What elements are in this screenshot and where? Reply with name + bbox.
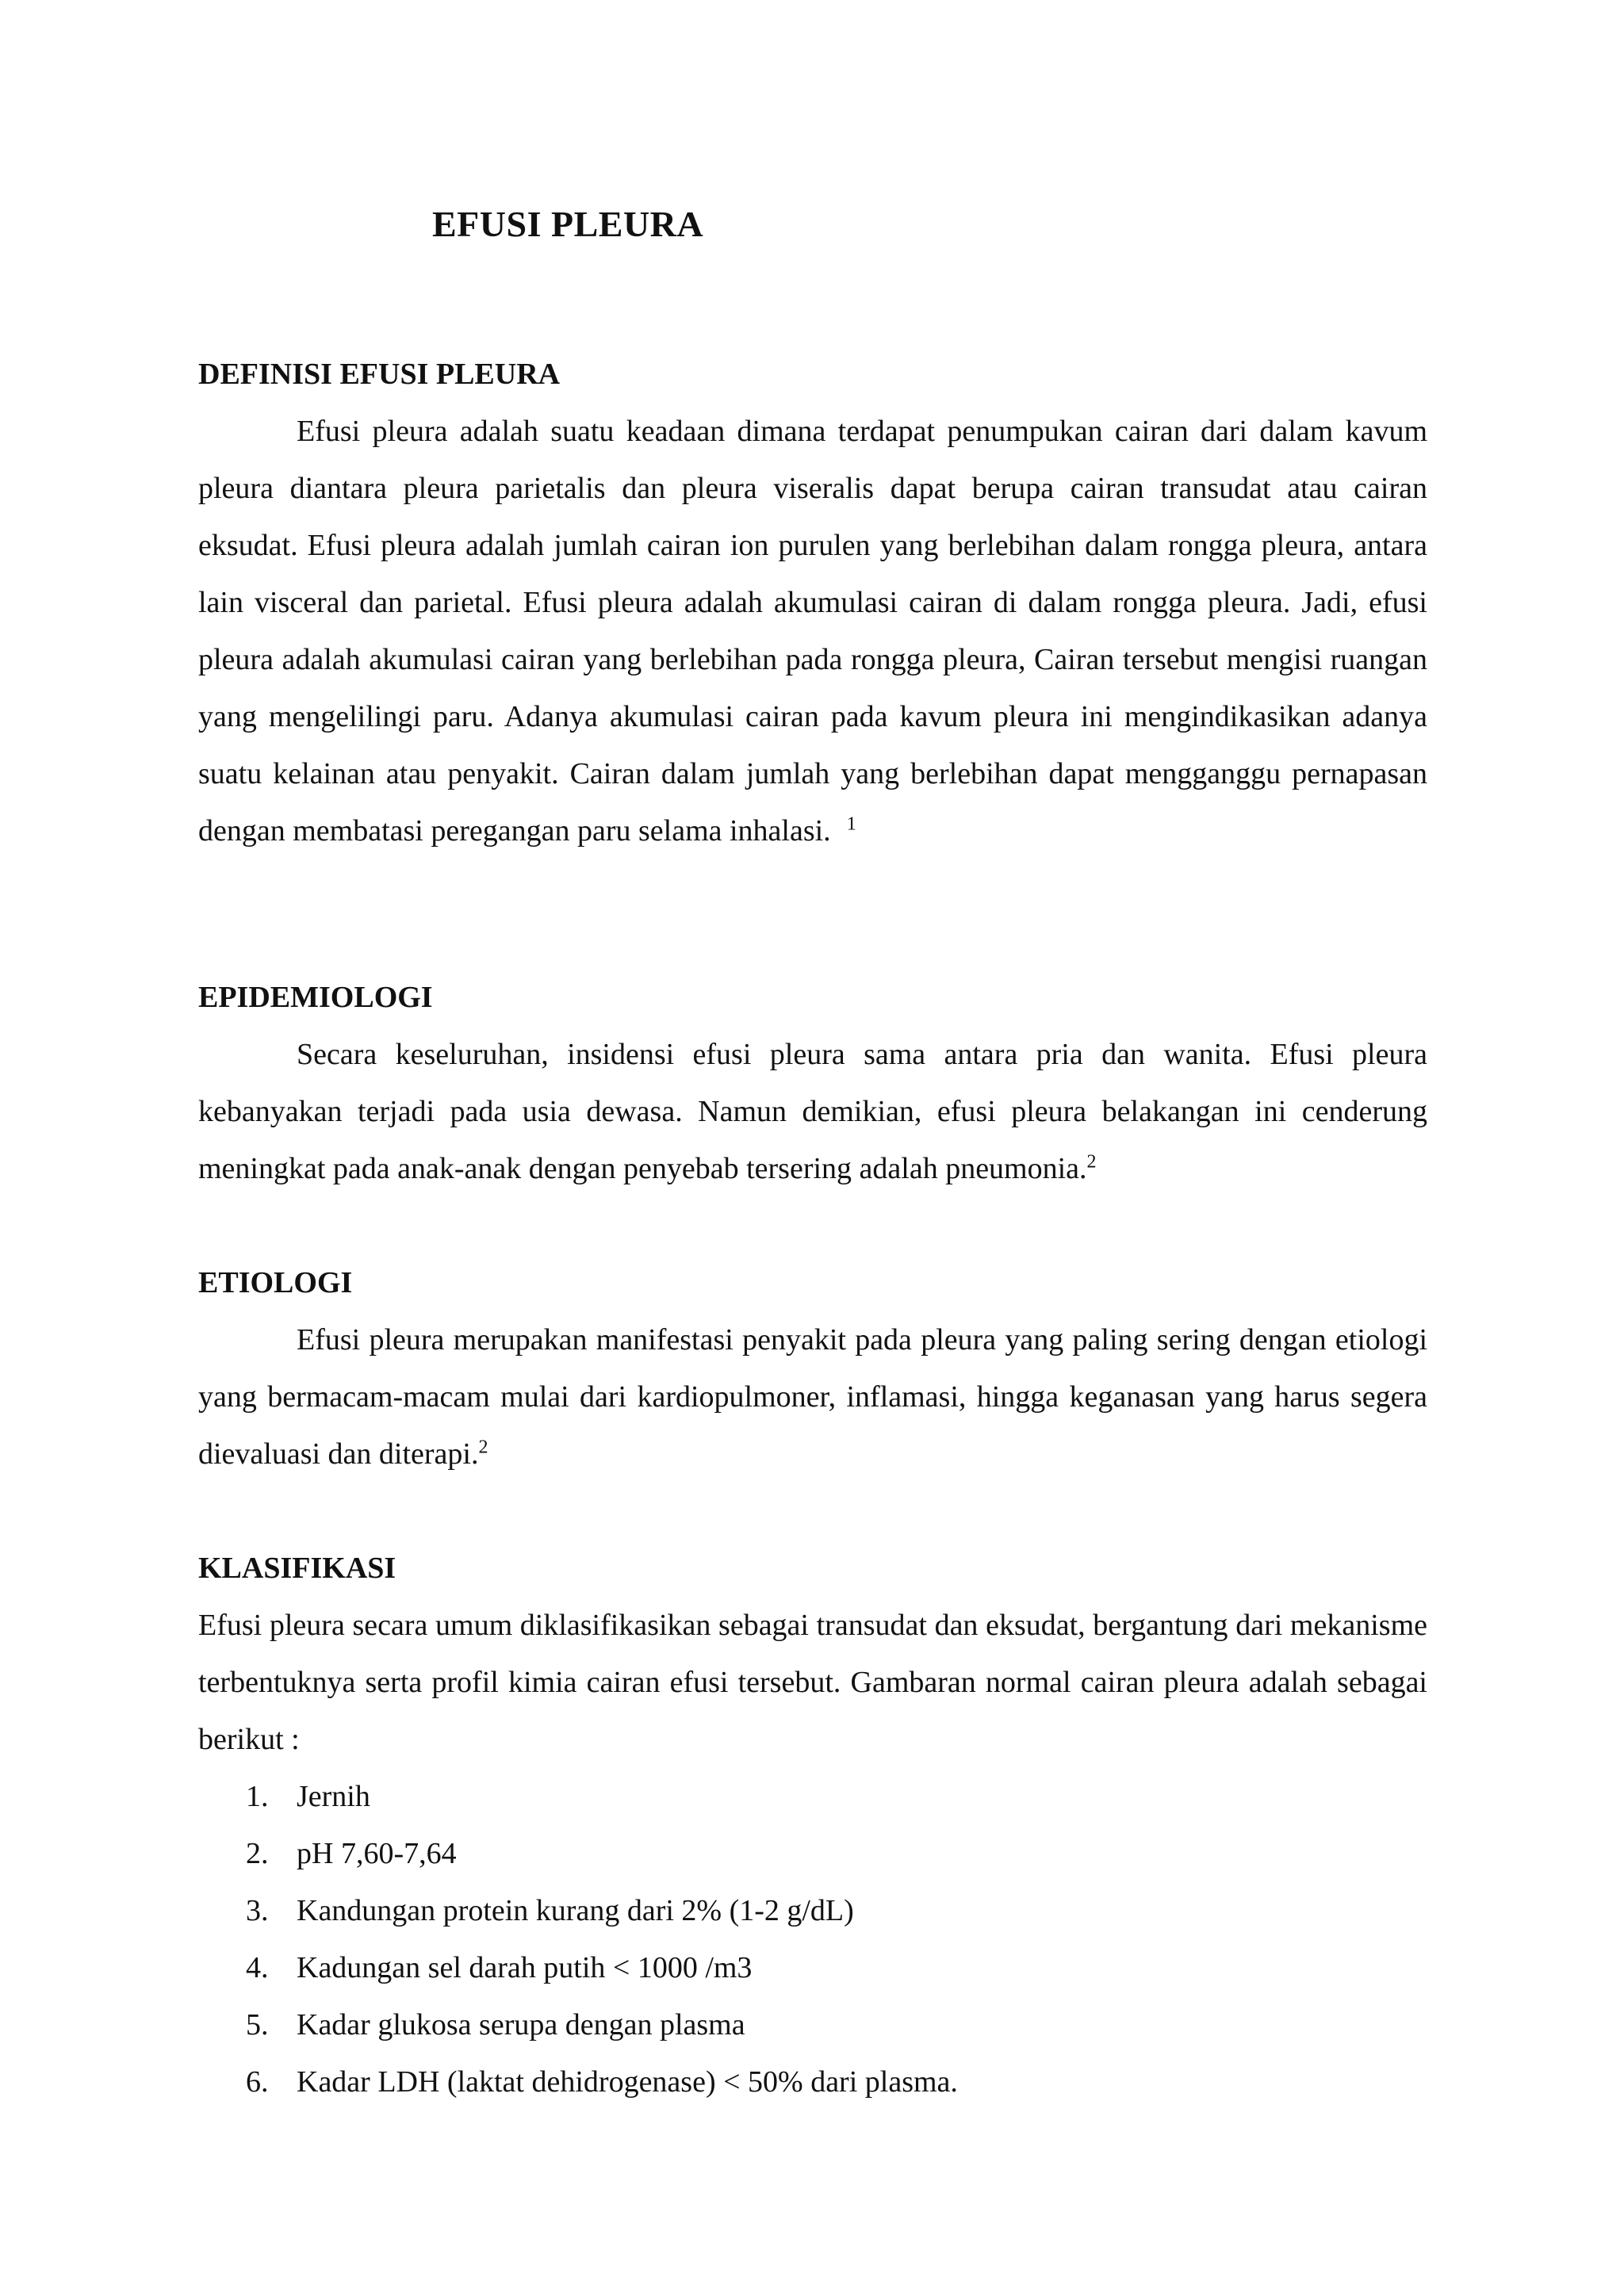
paragraph-definisi — [198, 403, 1427, 859]
section-klasifikasi — [198, 1540, 1427, 2110]
section-heading-etiologi: ETIOLOGI — [198, 1266, 353, 1299]
list-item-number: 6. — [246, 2065, 269, 2099]
list-item-text: Kadar LDH (laktat dehidrogenase) < 50% dari plasma. — [297, 2065, 958, 2099]
list-item-number: 3. — [246, 1894, 269, 1927]
list-item-number: 1. — [246, 1780, 269, 1813]
paragraph-epidemiologi — [198, 1026, 1427, 1197]
reference-marker: 1 — [846, 813, 856, 835]
document-page — [198, 0, 1427, 2296]
normal-pleura-fluid-list — [198, 1768, 1427, 2110]
section-definisi — [198, 346, 1427, 859]
document-title: EFUSI PLEURA — [432, 204, 704, 244]
section-epidemiologi — [198, 969, 1427, 1197]
list-item-text: Jernih — [297, 1780, 370, 1813]
section-heading-klasifikasi: KLASIFIKASI — [198, 1552, 396, 1585]
paragraph-klasifikasi: Efusi pleura secara umum diklasifikasikan sebagai transudat dan eksudat, bergantung dari mekanisme terbentuknya serta profil kimia cairan efusi tersebut. Gambaran normal cairan pleura adalah sebagai berikut : — [198, 1609, 1427, 1756]
list-item — [198, 1882, 1427, 1939]
paragraph-epidemiologi-text: Secara keseluruhan, insidensi efusi pleura sama antara pria dan wanita. Efusi pleura kebanyakan terjadi pada usia dewasa. Namun demikian, efusi pleura belakangan ini cenderung meningkat pada anak-anak dengan penyebab tersering adalah pneumonia. — [198, 1038, 1427, 1185]
list-item-text: Kadungan sel darah putih < 1000 /m3 — [297, 1951, 753, 1984]
list-item-number: 2. — [246, 1837, 269, 1870]
list-item — [198, 1996, 1427, 2053]
paragraph-etiologi — [198, 1311, 1427, 1483]
list-item-number: 4. — [246, 1951, 269, 1984]
list-item — [198, 2053, 1427, 2110]
section-etiologi — [198, 1254, 1427, 1483]
list-item — [198, 1939, 1427, 1996]
paragraph-etiologi-text: Efusi pleura merupakan manifestasi penyakit pada pleura yang paling sering dengan etiologi yang bermacam-macam mulai dari kardiopulmoner, inflamasi, hingga keganasan yang harus segera dievaluasi dan diterapi. — [198, 1323, 1427, 1471]
list-item-text: pH 7,60-7,64 — [297, 1837, 457, 1870]
section-heading-epidemiologi: EPIDEMIOLOGI — [198, 981, 433, 1014]
list-item-text: Kadar glukosa serupa dengan plasma — [297, 2008, 745, 2042]
list-item — [198, 1768, 1427, 1825]
reference-marker: 2 — [478, 1437, 488, 1458]
list-item-number: 5. — [246, 2008, 269, 2042]
list-item-text: Kandungan protein kurang dari 2% (1-2 g/dL) — [297, 1894, 854, 1927]
reference-marker: 2 — [1086, 1151, 1097, 1173]
list-item — [198, 1825, 1427, 1882]
paragraph-definisi-text: Efusi pleura adalah suatu keadaan dimana terdapat penumpukan cairan dari dalam kavum pleura diantara pleura parietalis dan pleura viseralis dapat berupa cairan transudat atau cairan eksudat. Efusi pleura adalah jumlah cairan ion purulen yang berlebihan dalam rongga pleura, antara lain visceral dan parietal. Efusi pleura adalah akumulasi cairan di dalam rongga pleura. Jadi, efusi pleura adalah akumulasi cairan yang berlebihan pada rongga pleura, Cairan tersebut mengisi ruangan yang mengelilingi paru. Adanya akumulasi cairan pada kavum pleura ini mengindikasikan adanya suatu kelainan atau penyakit. Cairan dalam jumlah yang berlebihan dapat mengganggu pernapasan dengan membatasi peregangan paru selama inhalasi. — [198, 415, 1427, 848]
section-heading-definisi: DEFINISI EFUSI PLEURA — [198, 358, 561, 391]
